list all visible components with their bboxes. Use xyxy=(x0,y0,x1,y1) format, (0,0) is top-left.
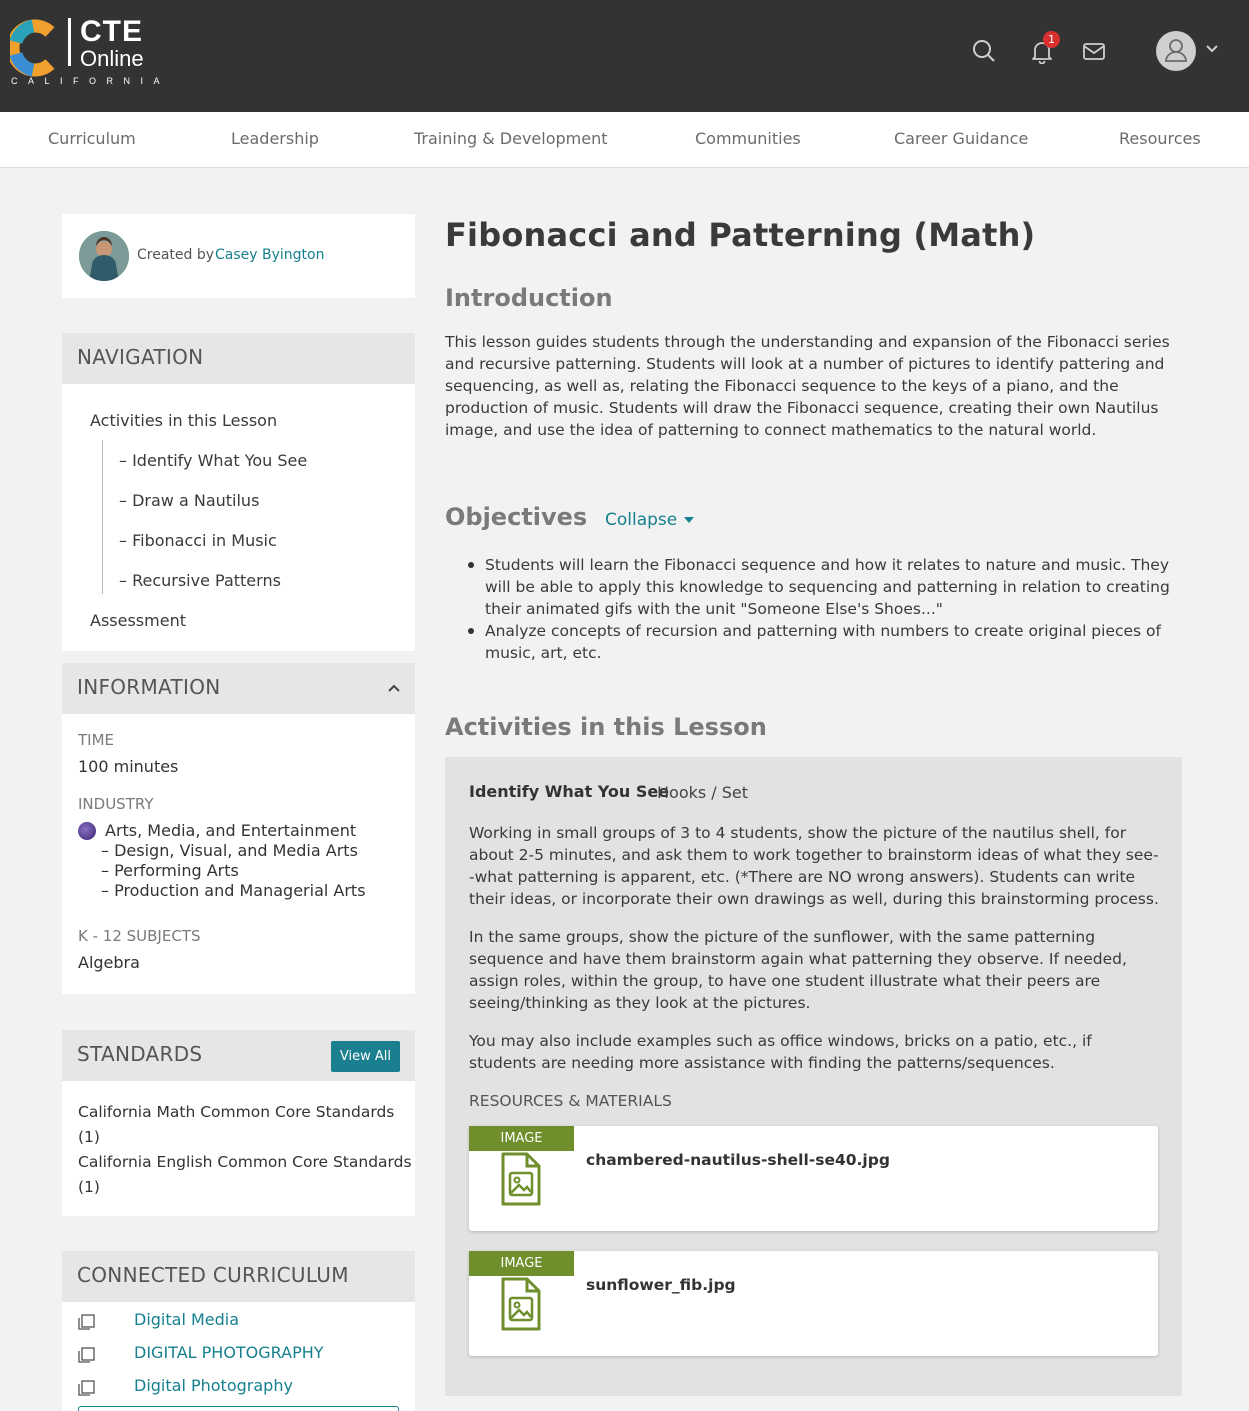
navigation-panel xyxy=(62,333,415,651)
introduction-heading: Introduction xyxy=(445,284,613,312)
navigation-heading: NAVIGATION xyxy=(62,333,415,384)
connected-curriculum-heading: CONNECTED CURRICULUM xyxy=(62,1251,415,1302)
nav-nautilus-link[interactable]: – Draw a Nautilus xyxy=(119,491,260,510)
author-card xyxy=(62,214,415,298)
standard-item: California Math Common Core Standards xyxy=(78,1103,395,1121)
connected-item[interactable] xyxy=(78,1376,378,1398)
connected-item-label: Digital Media xyxy=(134,1310,240,1329)
mail-icon[interactable] xyxy=(1081,38,1107,64)
industry-label: INDUSTRY xyxy=(78,795,154,813)
subjects-label: K - 12 SUBJECTS xyxy=(78,927,201,945)
connected-more-button[interactable] xyxy=(78,1406,399,1411)
nav-training-development[interactable]: Training & Development xyxy=(414,129,608,148)
introduction-text: This lesson guides students through the understanding and expansion of the Fibonacci series and recursive patterning. Students will look at a number of pictures to identify pattering and sequencing, as well as, relating the Fibonacci sequence to the keys of a piano, and the production of music. Students will draw the Fibonacci sequence, creating their own Nautilus image, and use the idea of patterning to connect mathematics to the natural world. xyxy=(445,333,1170,439)
collapse-toggle[interactable] xyxy=(605,510,695,530)
image-file-icon xyxy=(500,1276,542,1332)
activity-type: Hooks / Set xyxy=(657,783,749,802)
resource-filename[interactable]: chambered-nautilus-shell-se40.jpg xyxy=(586,1151,890,1169)
time-label: TIME xyxy=(78,731,115,749)
industry-pathway: – Design, Visual, and Media Arts xyxy=(101,841,358,860)
nav-curriculum[interactable]: Curriculum xyxy=(48,129,136,148)
copy-icon xyxy=(78,1347,96,1363)
information-panel xyxy=(62,663,415,994)
author-avatar[interactable] xyxy=(79,231,129,281)
author-name-link[interactable]: Casey Byington xyxy=(215,247,325,263)
resource-card[interactable] xyxy=(469,1126,1158,1231)
connected-item[interactable] xyxy=(78,1310,378,1332)
standards-title: STANDARDS xyxy=(77,1042,203,1066)
nav-leadership[interactable]: Leadership xyxy=(231,129,319,148)
cte-online-logo[interactable] xyxy=(10,15,171,88)
standard-count: (1) xyxy=(78,1128,100,1146)
information-title: INFORMATION xyxy=(77,675,221,699)
objective-item: Analyze concepts of recursion and patterning with numbers to create original pieces of music, art, etc. xyxy=(485,620,1180,664)
image-file-icon xyxy=(500,1151,542,1207)
notification-badge: 1 xyxy=(1043,31,1060,48)
activity-paragraph: In the same groups, show the picture of the sunflower, with the same patterning sequence and have them brainstorm again what patterning they observe. If needed, assign roles, within the group, to have one student illustrate what their peers are seeing/thinking as they look at the pictures. xyxy=(469,928,1127,1012)
logo-text-cte: CTE xyxy=(80,15,143,48)
resource-type-tag: IMAGE xyxy=(469,1251,574,1276)
nav-activities-link[interactable]: Activities in this Lesson xyxy=(90,411,278,430)
information-heading[interactable] xyxy=(62,663,415,714)
connected-item-label: DIGITAL PHOTOGRAPHY xyxy=(134,1343,324,1362)
standards-heading xyxy=(62,1030,415,1081)
standards-panel xyxy=(62,1030,415,1216)
connected-item-label: Digital Photography xyxy=(134,1376,293,1395)
activity-paragraph: Working in small groups of 3 to 4 students, show the picture of the nautilus shell, for about 2-5 minutes, and ask them to work together to brainstorm ideas of what they see--what patterning is apparent, etc. (*There are NO wrong answers). Students can write their ideas, or incorporate their own drawings as well, during this brainstorming process. xyxy=(469,824,1159,908)
activity-paragraph: You may also include examples such as office windows, bricks on a patio, etc., if students are needing more assistance with finding the patterns/sequences. xyxy=(469,1032,1092,1072)
copy-icon xyxy=(78,1314,96,1330)
nav-recursive-link[interactable]: – Recursive Patterns xyxy=(119,571,281,590)
user-icon xyxy=(1156,31,1196,71)
main-navigation xyxy=(0,112,1249,168)
industry-value: Arts, Media, and Entertainment xyxy=(105,821,357,840)
logo-c-icon xyxy=(10,18,56,78)
objectives-heading: Objectives xyxy=(445,503,588,531)
search-icon[interactable] xyxy=(971,38,997,64)
resource-filename[interactable]: sunflower_fib.jpg xyxy=(586,1276,736,1294)
nav-communities[interactable]: Communities xyxy=(695,129,801,148)
connected-item[interactable] xyxy=(78,1343,378,1365)
standard-item: California English Common Core Standards xyxy=(78,1153,412,1171)
time-value: 100 minutes xyxy=(78,757,179,776)
connected-curriculum-panel xyxy=(62,1251,415,1411)
industry-pathway: – Production and Managerial Arts xyxy=(101,881,366,900)
logo-text-online: Online xyxy=(80,46,144,71)
resource-card[interactable] xyxy=(469,1251,1158,1356)
view-all-button[interactable]: View All xyxy=(331,1041,400,1072)
standard-count: (1) xyxy=(78,1178,100,1196)
objectives-list xyxy=(485,554,1180,664)
nav-tree-line xyxy=(102,440,103,594)
collapse-label: Collapse xyxy=(605,510,678,530)
subjects-value: Algebra xyxy=(78,953,140,972)
activities-heading: Activities in this Lesson xyxy=(445,713,767,741)
resources-heading: RESOURCES & MATERIALS xyxy=(469,1092,672,1110)
chevron-up-icon[interactable] xyxy=(387,683,401,693)
nav-resources[interactable]: Resources xyxy=(1119,129,1201,148)
caret-down-icon xyxy=(683,515,695,525)
industry-pathway: – Performing Arts xyxy=(101,861,239,880)
chevron-down-icon[interactable] xyxy=(1204,42,1220,56)
lesson-title: Fibonacci and Patterning (Math) xyxy=(445,216,1036,254)
nav-identify-link[interactable]: – Identify What You See xyxy=(119,451,308,470)
industry-icon xyxy=(78,822,96,840)
created-by-label: Created by xyxy=(137,247,215,263)
copy-icon xyxy=(78,1380,96,1396)
activity-card xyxy=(445,757,1182,1396)
resource-type-tag: IMAGE xyxy=(469,1126,574,1151)
top-header xyxy=(0,0,1249,112)
user-avatar-button[interactable] xyxy=(1156,31,1196,71)
objective-item: Students will learn the Fibonacci sequence and how it relates to nature and music. They will be able to apply this knowledge to sequencing and patterning in relation to creating their animated gifs with the unit "Someone Else's Shoes..." xyxy=(485,554,1180,620)
nav-assessment-link[interactable]: Assessment xyxy=(90,611,186,630)
nav-music-link[interactable]: – Fibonacci in Music xyxy=(119,531,277,550)
logo-separator xyxy=(68,18,71,66)
activity-title: Identify What You See xyxy=(469,782,670,801)
logo-text-california: CALIFORNIA xyxy=(11,76,171,86)
nav-career-guidance[interactable]: Career Guidance xyxy=(894,129,1029,148)
